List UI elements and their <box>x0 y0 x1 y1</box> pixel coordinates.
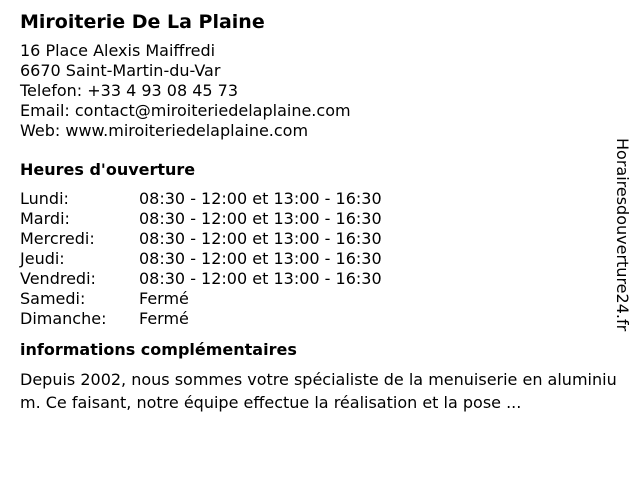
address-line-1: 16 Place Alexis Maiffredi <box>20 41 216 60</box>
email-text: Email: contact@miroiteriedelaplaine.com <box>20 101 351 120</box>
hours-row-sunday <box>20 309 610 329</box>
hours-row-tuesday <box>20 209 610 229</box>
side-brand-text: Horairesdouverture24.fr <box>613 138 632 332</box>
business-name: Miroiterie De La Plaine <box>20 11 265 33</box>
hours-row-friday <box>20 269 610 289</box>
day-label: Mardi: <box>20 209 70 228</box>
info-title: informations complémentaires <box>20 340 297 359</box>
business-card <box>20 9 617 414</box>
day-hours: 08:30 - 12:00 et 13:00 - 16:30 <box>139 269 382 288</box>
day-label: Dimanche: <box>20 309 107 328</box>
day-hours: Fermé <box>139 309 189 328</box>
hours-row-saturday <box>20 289 610 309</box>
day-label: Lundi: <box>20 189 69 208</box>
hours-row-wednesday <box>20 229 610 249</box>
day-label: Samedi: <box>20 289 86 308</box>
day-label: Vendredi: <box>20 269 96 288</box>
contact-block <box>20 41 610 141</box>
day-hours: 08:30 - 12:00 et 13:00 - 16:30 <box>139 249 382 268</box>
day-hours: 08:30 - 12:00 et 13:00 - 16:30 <box>139 229 382 248</box>
day-hours: 08:30 - 12:00 et 13:00 - 16:30 <box>139 189 382 208</box>
day-label: Jeudi: <box>20 249 65 268</box>
address-line-2: 6670 Saint-Martin-du-Var <box>20 61 221 80</box>
hours-table <box>20 189 610 329</box>
web-text: Web: www.miroiteriedelaplaine.com <box>20 121 309 140</box>
hours-row-monday <box>20 189 610 209</box>
day-hours: Fermé <box>139 289 189 308</box>
info-description: Depuis 2002, nous sommes votre spécialiste de la menuiserie en aluminium. Ce faisant, notre équipe effectue la réalisation et la pose ... <box>20 370 617 412</box>
day-hours: 08:30 - 12:00 et 13:00 - 16:30 <box>139 209 382 228</box>
hours-row-thursday <box>20 249 610 269</box>
hours-title: Heures d'ouverture <box>20 160 196 179</box>
day-label: Mercredi: <box>20 229 95 248</box>
phone-text: Telefon: +33 4 93 08 45 73 <box>20 81 239 100</box>
